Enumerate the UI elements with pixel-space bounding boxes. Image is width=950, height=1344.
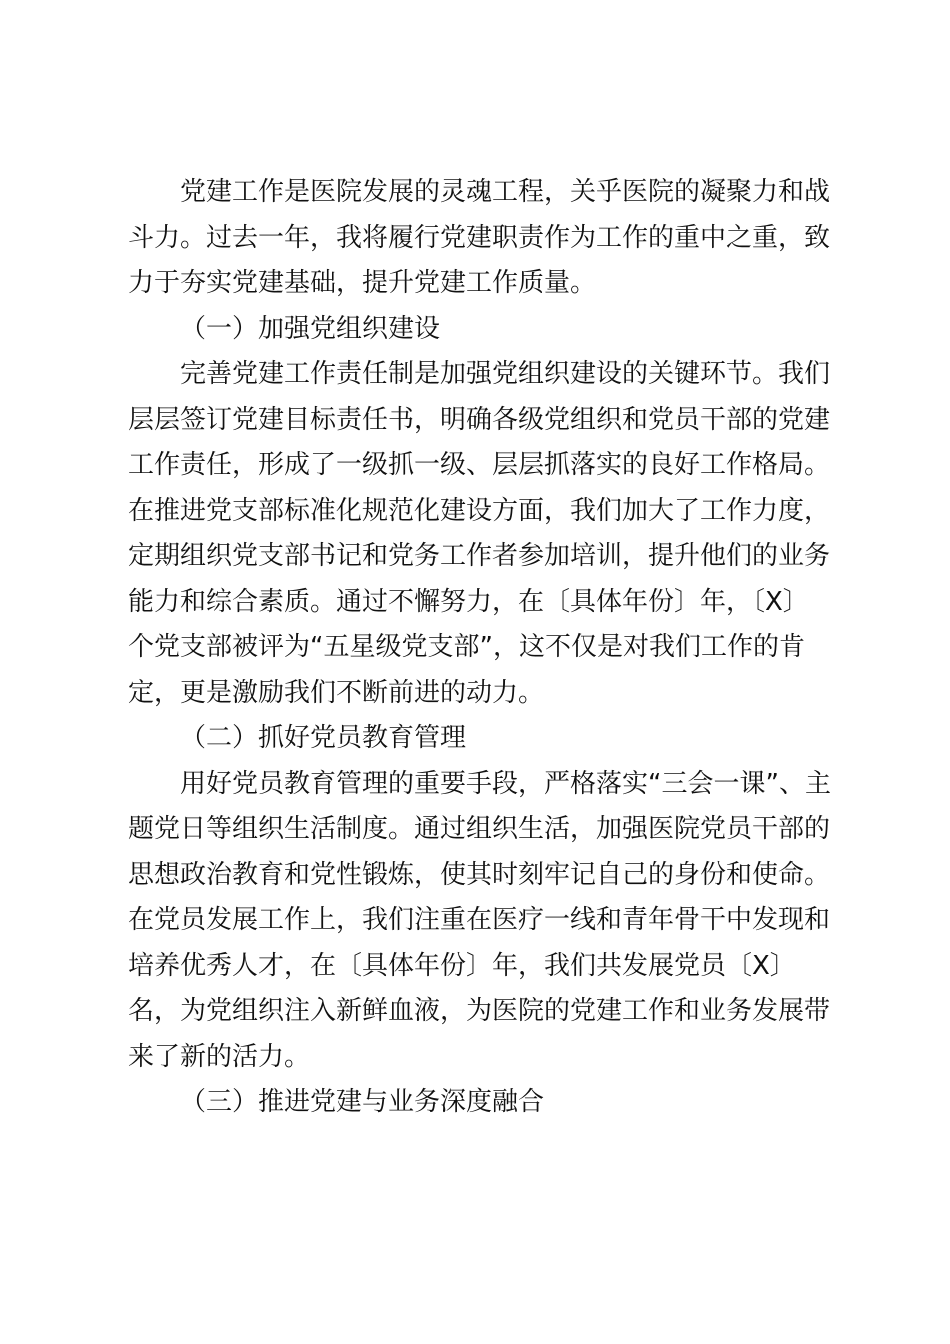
text-line: 定期组织党支部书记和党务工作者参加培训，提升他们的业务: [128, 541, 831, 571]
text-line: 题党日等组织生活制度。通过组织生活，加强医院党员干部的: [128, 814, 831, 844]
section-2-paragraph: [128, 762, 831, 1081]
text-line: 用好党员教育管理的重要手段，严格落实“三会一课”、主: [180, 768, 831, 799]
document-page: [128, 170, 831, 1126]
section-1-paragraph: [128, 352, 831, 716]
text-line: 在推进党支部标准化规范化建设方面，我们加大了工作力度，: [128, 495, 831, 526]
section-heading-1: （一）加强党组织建设: [180, 313, 441, 344]
text-line: 名，为党组织注入新鲜血液，为医院的党建工作和业务发展带: [128, 996, 831, 1026]
text-line: 思想政治教育和党性锻炼，使其时刻牢记自己的身份和使命。: [128, 859, 831, 890]
intro-paragraph: [128, 170, 831, 307]
text-line: 工作责任，形成了一级抓一级、层层抓落实的良好工作格局。: [128, 450, 831, 480]
text-line: 党建工作是医院发展的灵魂工程，关乎医院的凝聚力和战: [180, 177, 831, 207]
text-line: 在党员发展工作上，我们注重在医疗一线和青年骨干中发现和: [128, 905, 831, 935]
text-line: 定，更是激励我们不断前进的动力。: [128, 677, 545, 708]
text-line: 力于夯实党建基础，提升党建工作质量。: [128, 268, 597, 298]
text-line: 完善党建工作责任制是加强党组织建设的关键环节。我们: [180, 359, 831, 389]
text-line: 层层签订党建目标责任书，明确各级党组织和党员干部的党建: [128, 404, 831, 435]
text-line: 斗力。过去一年，我将履行党建职责作为工作的重中之重，致: [128, 222, 831, 253]
section-heading-2: （二）抓好党员教育管理: [180, 723, 467, 753]
text-line: 个党支部被评为“五星级党支部”，这不仅是对我们工作的肯: [128, 632, 805, 662]
text-line: 来了新的活力。: [128, 1041, 311, 1072]
text-line: 能力和综合素质。通过不懈努力，在〔具体年份〕年，〔X〕: [128, 586, 809, 617]
text-line: 培养优秀人才，在〔具体年份〕年，我们共发展党员〔X〕: [128, 950, 796, 981]
section-heading-3: （三）推进党建与业务深度融合: [180, 1087, 545, 1117]
